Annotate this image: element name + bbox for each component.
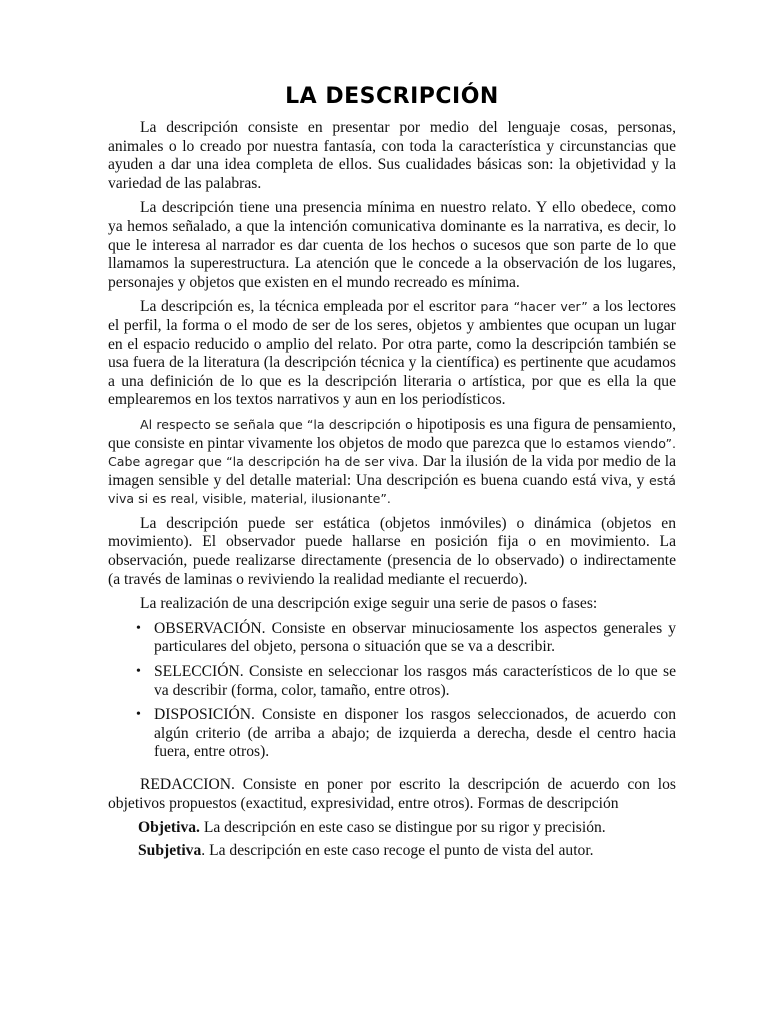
- list-item-text: OBSERVACIÓN. Consiste en observar minuciosamente los aspectos generales y particulares del objeto, persona o situación que se va a describir.: [154, 619, 676, 656]
- page-title: LA DESCRIPCIÓN: [285, 84, 499, 109]
- bullet-icon: •: [136, 620, 141, 636]
- paragraph-technique: [108, 298, 676, 410]
- paragraph-steps-intro: La realización de una descripción exige seguir una serie de pasos o fases:: [140, 595, 598, 613]
- bullet-icon: •: [136, 664, 141, 680]
- paragraph-presence: La descripción tiene una presencia mínima en nuestro relato. Y ello obedece, como ya hemos señalado, a que la intención comunicativa dominante es la narrativa, es decir, lo que le interesa al narrador es dar cuenta de los hechos o sucesos que son parte de lo que llamamos la superestructura. La atención que le concede a la observación de los lugares, personajes y objetos que existen en el mundo recreado es mínima.: [108, 199, 676, 291]
- text-segment: La descripción es, la técnica empleada por el escritor: [140, 298, 476, 316]
- form-text: . La descripción en este caso recoge el punto de vista del autor.: [201, 841, 594, 859]
- handwritten-segment: para “hacer ver” a: [475, 299, 601, 315]
- text-segment: Dar la ilusión de la vida por medio de la imagen sensible y del detalle material: Una descripción es buena cuando está viva, y: [108, 453, 676, 489]
- list-item: [136, 706, 676, 762]
- paragraph-hipotiposis: [108, 416, 676, 509]
- list-item: [136, 663, 676, 700]
- handwritten-segment: Al respecto se señala que “la descripción o: [140, 416, 413, 432]
- paragraph-redaccion: REDACCION. Consiste en poner por escrito la descripción de acuerdo con los objetivos propuestos (exactitud, expresividad, entre otros). Formas de descripción: [108, 776, 676, 812]
- text-segment: hipotiposis es una figura de pensamiento, que consiste en pintar vivamente los objetos de modo que parezca que: [108, 415, 676, 452]
- list-item-text: SELECCIÓN. Consiste en seleccionar los rasgos más característicos de lo que se va describir (forma, color, tamaño, entre otros).: [154, 663, 676, 699]
- text-segment: los lectores el perfil, la forma o el modo de ser de los seres, objetos y ambientes que ocupan un lugar en el espacio reducido o amplio del relato. Por otra parte, como la descripción también se usa fuera de la literatura (la descripción técnica y la científica) es pertinente que acudamos a una definición de lo que es la descripción literaria o artística, por que es ella la que emplearemos en los textos narrativos y aun en los periodísticos.: [108, 298, 677, 409]
- form-term: Subjetiva: [138, 841, 202, 859]
- paragraph-definition: La descripción consiste en presentar por medio del lenguaje cosas, personas, animales o lo creado por nuestra fantasía, con toda la característica y circunstancias que ayuden a dar una idea completa de ellos. Sus cualidades básicas son: la objetividad y la variedad de las palabras.: [108, 119, 676, 192]
- bullet-icon: •: [136, 707, 141, 723]
- steps-list: [108, 620, 676, 762]
- form-subjetiva: [108, 842, 676, 861]
- handwritten-segment: está viva si es real, visible, material, ilusionante”.: [108, 472, 676, 507]
- form-objetiva: [108, 819, 676, 838]
- paragraph-types: La descripción puede ser estática (objetos inmóviles) o dinámica (objetos en movimiento). El observador puede hallarse en posición fija o en movimiento. La observación, puede realizarse directamente (presencia de lo observado) o indirectamente (a través de laminas o reviviendo la realidad mediante el recuerdo).: [108, 514, 676, 588]
- handwritten-segment: lo estamos viendo”. Cabe agregar que “la descripción ha de ser viva.: [108, 435, 677, 470]
- form-term: Objetiva.: [138, 819, 200, 837]
- list-item: [136, 619, 676, 657]
- list-item-text: DISPOSICIÓN. Consiste en disponer los rasgos seleccionados, de acuerdo con algún criterio (de arriba a abajo; de izquierda a derecha, desde el centro hacia fuera, entre otros).: [154, 706, 676, 761]
- form-text: La descripción en este caso se distingue por su rigor y precisión.: [199, 819, 606, 837]
